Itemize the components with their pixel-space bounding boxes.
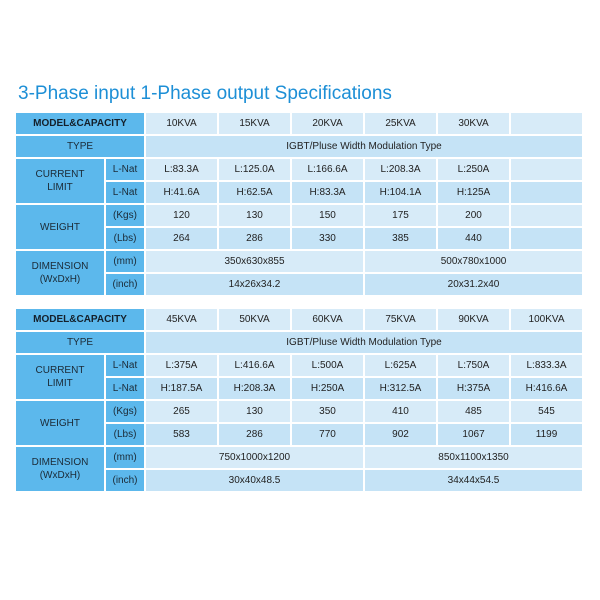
current-cell [511, 159, 584, 182]
dimension-label [16, 251, 106, 297]
weight-cell: 175 [365, 205, 438, 228]
weight-cell: 286 [219, 228, 292, 251]
inch-label: (inch) [106, 470, 146, 493]
model-cell [511, 113, 584, 136]
mm-label: (mm) [106, 251, 146, 274]
weight-cell: 264 [146, 228, 219, 251]
weight-cell: 902 [365, 424, 438, 447]
dimension-cell: 20x31.2x40 [365, 274, 584, 297]
type-value: IGBT/Pluse Width Modulation Type [146, 332, 584, 355]
weight-cell: 200 [438, 205, 511, 228]
weight-cell: 1067 [438, 424, 511, 447]
dimension-cell: 500x780x1000 [365, 251, 584, 274]
weight-cell: 265 [146, 401, 219, 424]
weight-cell: 485 [438, 401, 511, 424]
current-cell: H:125A [438, 182, 511, 205]
spec-table-1 [16, 113, 584, 297]
type-row [16, 332, 584, 355]
model-cell: 25KVA [365, 113, 438, 136]
weight-label: WEIGHT [16, 205, 106, 251]
l-nat-label: L-Nat [106, 355, 146, 378]
current-limit-line-2: LIMIT [47, 378, 73, 389]
current-limit-line-2: LIMIT [47, 182, 73, 193]
current-cell: H:416.6A [511, 378, 584, 401]
model-cell: 90KVA [438, 309, 511, 332]
current-cell: H:41.6A [146, 182, 219, 205]
dimension-label [16, 447, 106, 493]
model-cell: 50KVA [219, 309, 292, 332]
current-cell: L:375A [146, 355, 219, 378]
dimension-mm-row [16, 251, 584, 274]
current-cell: L:250A [438, 159, 511, 182]
type-label: TYPE [16, 136, 146, 159]
weight-cell: 410 [365, 401, 438, 424]
current-cell: L:125.0A [219, 159, 292, 182]
kgs-label: (Kgs) [106, 401, 146, 424]
current-cell: L:500A [292, 355, 365, 378]
kgs-label: (Kgs) [106, 205, 146, 228]
weight-cell [511, 205, 584, 228]
current-cell: H:62.5A [219, 182, 292, 205]
spec-table-2 [16, 309, 584, 493]
model-capacity-label: MODEL&CAPACITY [16, 113, 146, 136]
dimension-line-2: (WxDxH) [39, 470, 81, 481]
current-cell: L:208.3A [365, 159, 438, 182]
current-cell: H:375A [438, 378, 511, 401]
page-title: 3-Phase input 1-Phase output Specifications [18, 83, 392, 104]
l-nat-label: L-Nat [106, 378, 146, 401]
current-cell: L:750A [438, 355, 511, 378]
weight-cell: 545 [511, 401, 584, 424]
dimension-cell: 850x1100x1350 [365, 447, 584, 470]
model-row [16, 309, 584, 332]
current-low-row [16, 159, 584, 182]
current-cell: H:83.3A [292, 182, 365, 205]
mm-label: (mm) [106, 447, 146, 470]
dimension-line-1: DIMENSION [31, 457, 89, 468]
model-cell: 30KVA [438, 113, 511, 136]
dimension-cell: 14x26x34.2 [146, 274, 365, 297]
l-nat-label: L-Nat [106, 182, 146, 205]
weight-label: WEIGHT [16, 401, 106, 447]
l-nat-label: L-Nat [106, 159, 146, 182]
current-cell: H:104.1A [365, 182, 438, 205]
weight-cell: 385 [365, 228, 438, 251]
current-cell: L:416.6A [219, 355, 292, 378]
weight-cell [511, 228, 584, 251]
model-cell: 100KVA [511, 309, 584, 332]
dimension-line-2: (WxDxH) [39, 274, 81, 285]
current-cell: L:83.3A [146, 159, 219, 182]
dimension-cell: 750x1000x1200 [146, 447, 365, 470]
model-capacity-label: MODEL&CAPACITY [16, 309, 146, 332]
weight-kgs-row [16, 205, 584, 228]
dimension-cell: 34x44x54.5 [365, 470, 584, 493]
dimension-mm-row [16, 447, 584, 470]
dimension-cell: 30x40x48.5 [146, 470, 365, 493]
current-limit-label [16, 159, 106, 205]
model-cell: 45KVA [146, 309, 219, 332]
type-label: TYPE [16, 332, 146, 355]
current-cell: L:625A [365, 355, 438, 378]
current-limit-label [16, 355, 106, 401]
weight-cell: 770 [292, 424, 365, 447]
inch-label: (inch) [106, 274, 146, 297]
current-cell [511, 182, 584, 205]
current-cell: H:208.3A [219, 378, 292, 401]
dimension-cell: 350x630x855 [146, 251, 365, 274]
model-cell: 15KVA [219, 113, 292, 136]
current-cell: H:250A [292, 378, 365, 401]
current-limit-line-1: CURRENT [35, 169, 85, 180]
model-cell: 20KVA [292, 113, 365, 136]
model-row [16, 113, 584, 136]
current-cell: H:312.5A [365, 378, 438, 401]
model-cell: 60KVA [292, 309, 365, 332]
model-cell: 75KVA [365, 309, 438, 332]
type-row [16, 136, 584, 159]
lbs-label: (Lbs) [106, 228, 146, 251]
weight-cell: 130 [219, 401, 292, 424]
type-value: IGBT/Pluse Width Modulation Type [146, 136, 584, 159]
current-low-row [16, 355, 584, 378]
model-cell: 10KVA [146, 113, 219, 136]
weight-cell: 440 [438, 228, 511, 251]
current-limit-line-1: CURRENT [35, 365, 85, 376]
weight-cell: 350 [292, 401, 365, 424]
weight-cell: 120 [146, 205, 219, 228]
weight-cell: 150 [292, 205, 365, 228]
current-cell: L:833.3A [511, 355, 584, 378]
current-cell: L:166.6A [292, 159, 365, 182]
dimension-line-1: DIMENSION [31, 261, 89, 272]
weight-cell: 330 [292, 228, 365, 251]
weight-cell: 130 [219, 205, 292, 228]
weight-cell: 286 [219, 424, 292, 447]
weight-kgs-row [16, 401, 584, 424]
weight-cell: 1199 [511, 424, 584, 447]
current-cell: H:187.5A [146, 378, 219, 401]
lbs-label: (Lbs) [106, 424, 146, 447]
weight-cell: 583 [146, 424, 219, 447]
